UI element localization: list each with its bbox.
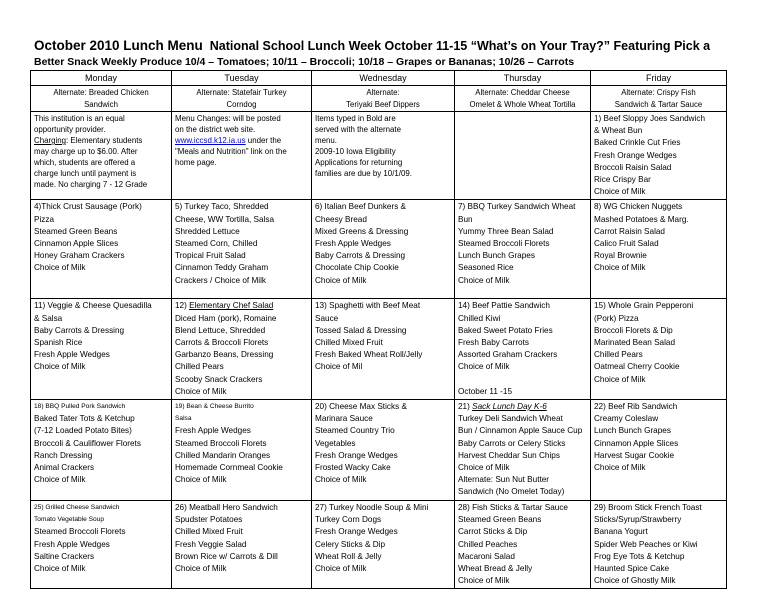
alternate-line: Alternate: Breaded Chicken — [53, 88, 149, 97]
menu-item: Marinara Sauce — [315, 414, 373, 424]
menu-item: Fresh Apple Wedges — [315, 239, 391, 249]
menu-item: Choice of Milk — [175, 475, 227, 485]
alternate-line: Corndog — [226, 99, 257, 109]
note-line: families are due by 10/1/09. — [315, 169, 412, 178]
menu-item: Steamed Broccoli Florets — [175, 438, 267, 448]
menu-item: Spudster Potatoes — [175, 515, 243, 525]
menu-item: Marinated Bean Salad — [594, 338, 676, 348]
note-line: made. No charging 7 - 12 Grade — [34, 180, 148, 189]
menu-subtitle: Better Snack Weekly Produce 10/4 – Tomatoes; 10/11 – Broccoli; 10/18 – Grapes or Bananas; 10/26 – Carrots — [34, 56, 575, 68]
menu-item: Shredded Lettuce — [175, 226, 240, 236]
note-line: menu. — [315, 136, 337, 145]
menu-item: Banana Yogurt — [594, 527, 648, 537]
day-cell-oct-7 — [455, 200, 591, 299]
week-row-1 — [31, 112, 727, 200]
menu-item: Pizza — [34, 214, 55, 224]
menu-item: Steamed Broccoli Florets — [34, 527, 126, 537]
alternate-wednesday — [312, 86, 455, 112]
menu-item: Choice of Milk — [34, 263, 86, 273]
menu-item: Carrots & Broccoli Florets — [175, 338, 269, 348]
menu-item: Choice of Milk — [458, 362, 510, 372]
menu-item: Choice of Milk — [594, 187, 646, 197]
menu-item: 19) Bean & Cheese Burrito — [175, 403, 254, 411]
menu-item: Tropical Fruit Salad — [175, 251, 246, 261]
day-cell-oct-20 — [312, 400, 455, 501]
menu-item: Baked Crinkle Cut Fries — [594, 138, 681, 148]
day-cell-oct-22 — [591, 400, 727, 501]
alternate-line: Alternate: Crispy Fish — [621, 88, 696, 97]
menu-item: Mixed Greens & Dressing — [315, 226, 409, 236]
menu-item: Spanish Rice — [34, 338, 83, 348]
menu-item: Choice of Milk — [458, 463, 510, 473]
alternate-row — [31, 86, 727, 112]
menu-item: (7-12 Loaded Potato Bites) — [34, 426, 132, 436]
day-cell-oct-25 — [31, 501, 172, 589]
week-row-5 — [31, 501, 727, 589]
day-header-wednesday: Wednesday — [312, 71, 455, 86]
title-line — [34, 38, 734, 54]
menu-item — [458, 401, 587, 413]
menu-item: Homemade Cornmeal Cookie — [175, 463, 283, 473]
day-cell-oct-19 — [172, 400, 312, 501]
menu-item: 1) Beef Sloppy Joes Sandwich — [594, 114, 706, 123]
menu-item: Cinnamon Apple Slices — [34, 239, 119, 249]
menu-item: Frog Eye Tots & Ketchup — [594, 551, 685, 561]
day-cell-oct-8 — [591, 200, 727, 299]
menu-item: 14) Beef Pattie Sandwich — [458, 301, 550, 311]
menu-item: Fresh Orange Wedges — [594, 150, 677, 160]
day-cell-oct-11 — [31, 299, 172, 400]
menu-item: Ranch Dressing — [34, 450, 93, 460]
menu-item: Frosted Wacky Cake — [315, 463, 391, 473]
menu-item: Fresh Veggie Salad — [175, 539, 247, 549]
menu-item: (Pork) Pizza — [594, 313, 639, 323]
alternate-line: Alternate: — [366, 88, 400, 97]
spacer-line — [458, 374, 587, 386]
day-cell-oct-21 — [455, 400, 591, 501]
menu-item: Choice of Milk — [34, 475, 86, 485]
menu-item: Baked Tater Tots & Ketchup — [34, 414, 135, 424]
day-header-thursday: Thursday — [455, 71, 591, 86]
menu-item: Baby Carrots or Celery Sticks — [458, 438, 566, 448]
menu-item: 25) Grilled Cheese Sandwich — [34, 504, 120, 512]
day-cell-oct-4 — [31, 200, 172, 299]
menu-item: 28) Fish Sticks & Tartar Sauce — [458, 503, 568, 513]
day-header-monday: Monday — [31, 71, 172, 86]
note-line: on the district web site. — [175, 125, 256, 134]
day-cell-oct-1 — [591, 112, 727, 200]
week-row-4 — [31, 400, 727, 501]
charging-label: Charging — [34, 136, 67, 145]
alternate-line: Sandwich & Tartar Sauce — [614, 99, 703, 109]
menu-item: Steamed Country Trio — [315, 426, 395, 436]
note-line: home page. — [175, 158, 217, 167]
menu-item: Vegetables — [315, 438, 356, 448]
menu-item: Broccoli & Cauliflower Florets — [34, 438, 141, 448]
menu-item: Choice of Milk — [315, 275, 367, 285]
menu-item: Assorted Graham Crackers — [458, 350, 558, 360]
menu-changes-note — [172, 112, 312, 200]
menu-item: Cinnamon Teddy Graham — [175, 263, 269, 273]
menu-item: Broccoli Raisin Salad — [594, 162, 672, 172]
note-line: charge lunch until payment is — [34, 169, 137, 178]
day-cell-oct-14 — [455, 299, 591, 400]
note-line: served with the alternate — [315, 125, 401, 134]
menu-item: 29) Broom Stick French Toast — [594, 503, 702, 513]
menu-item: Harvest Sugar Cookie — [594, 450, 675, 460]
menu-item: Choice of Milk — [458, 275, 510, 285]
note-line: "Meals and Nutrition" link on the — [175, 147, 287, 156]
menu-item: Fresh Baked Wheat Roll/Jelly — [315, 350, 423, 360]
menu-item: Fresh Baby Carrots — [458, 338, 529, 348]
day-header-friday: Friday — [591, 71, 727, 86]
menu-item: Choice of Milk — [594, 374, 646, 384]
menu-item: Scooby Snack Crackers — [175, 374, 263, 384]
menu-item: Yummy Three Bean Salad — [458, 226, 554, 236]
alternate-line: Omelet & Whole Wheat Tortilla — [469, 99, 576, 109]
menu-item: Oatmeal Cherry Cookie — [594, 362, 680, 372]
special-meal-title: Elementary Chef Salad — [189, 301, 274, 311]
menu-item: Sticks/Syrup/Strawberry — [594, 515, 682, 525]
day-cell-oct-5 — [172, 200, 312, 299]
menu-item: Seasoned Rice — [458, 263, 514, 273]
menu-item: Fresh Apple Wedges — [34, 539, 110, 549]
menu-item: Fresh Orange Wedges — [315, 450, 398, 460]
menu-item: Animal Crackers — [34, 463, 95, 473]
day-cell-oct-28 — [455, 501, 591, 589]
menu-item: Macaroni Salad — [458, 551, 515, 561]
menu-item: Choice of Milk — [175, 386, 227, 396]
menu-item: Alternate: Sun Nut Butter — [458, 475, 550, 485]
day-cell-oct-13 — [312, 299, 455, 400]
menu-item: Chilled Pears — [175, 362, 224, 372]
week-row-3 — [31, 299, 727, 400]
district-website-link[interactable]: www.iccsd.k12.ia.us — [175, 136, 246, 145]
alternate-line: Sandwich — [84, 99, 118, 109]
menu-item: Celery Sticks & Dip — [315, 539, 386, 549]
menu-item: Carrot Raisin Salad — [594, 226, 665, 236]
menu-item: Chilled Kiwi — [458, 313, 501, 323]
menu-item: 22) Beef Rib Sandwich — [594, 402, 678, 412]
empty-day-cell — [455, 112, 591, 200]
menu-item: Tossed Salad & Dressing — [315, 325, 407, 335]
menu-item: Sandwich (No Omelet Today) — [458, 487, 565, 497]
day-cell-oct-18 — [31, 400, 172, 501]
menu-item: Mashed Potatoes & Marg. — [594, 214, 689, 224]
menu-item: Saltine Crackers — [34, 551, 95, 561]
menu-item: Lunch Bunch Grapes — [594, 426, 671, 436]
day-cell-oct-15 — [591, 299, 727, 400]
menu-item: Choice of Milk — [315, 564, 367, 574]
menu-item: Crackers / Choice of Milk — [175, 275, 266, 285]
lunch-menu-table — [30, 70, 727, 589]
menu-item: Choice of Milk — [315, 475, 367, 485]
menu-item: Blend Lettuce, Shredded — [175, 325, 266, 335]
menu-item: 6) Italian Beef Dunkers & — [315, 202, 407, 212]
menu-item: Baked Sweet Potato Fries — [458, 325, 553, 335]
day-cell-oct-27 — [312, 501, 455, 589]
menu-item: Choice of Mil — [315, 362, 363, 372]
menu-item: Calico Fruit Salad — [594, 239, 659, 249]
day-number: 21) — [458, 402, 473, 412]
menu-item: Choice of Milk — [458, 576, 510, 586]
menu-item: Chilled Pears — [594, 350, 643, 360]
menu-item: Fresh Apple Wedges — [175, 426, 251, 436]
menu-item: 20) Cheese Max Sticks & — [315, 402, 407, 412]
menu-item: Choice of Milk — [594, 263, 646, 273]
alternate-line: Alternate: Cheddar Cheese — [475, 88, 570, 97]
menu-item: 27) Turkey Noodle Soup & Mini — [315, 503, 429, 513]
menu-item: Choice of Milk — [34, 362, 86, 372]
note-line: opportunity provider. — [34, 125, 106, 134]
menu-item: Chilled Mixed Fruit — [315, 338, 383, 348]
bold-items-note — [312, 112, 455, 200]
menu-item: Rice Crispy Bar — [594, 175, 651, 185]
alternate-friday — [591, 86, 727, 112]
menu-item: Baby Carrots & Dressing — [315, 251, 406, 261]
menu-item: Sauce — [315, 313, 339, 323]
week-row-2 — [31, 200, 727, 299]
menu-item: Steamed Broccoli Florets — [458, 239, 550, 249]
day-header-row — [31, 71, 727, 86]
menu-item: 4)Thick Crust Sausage (Pork) — [34, 202, 142, 212]
day-cell-oct-12 — [172, 299, 312, 400]
menu-item: 13) Spaghetti with Beef Meat — [315, 301, 421, 311]
alternate-monday — [31, 86, 172, 112]
menu-item: Garbanzo Beans, Dressing — [175, 350, 274, 360]
menu-item: Honey Graham Crackers — [34, 251, 125, 261]
menu-item: Royal Brownie — [594, 251, 647, 261]
menu-item: Harvest Cheddar Sun Chips — [458, 450, 560, 460]
sack-lunch-title: Sack Lunch Day K-6 — [472, 402, 547, 412]
menu-item: Fresh Orange Wedges — [315, 527, 398, 537]
menu-item: Wheat Roll & Jelly — [315, 551, 382, 561]
menu-item: 26) Meatball Hero Sandwich — [175, 503, 278, 513]
menu-item: Chilled Peaches — [458, 539, 518, 549]
alternate-line: Alternate: Statefair Turkey — [196, 88, 287, 97]
charging-text: : Elementary students — [66, 136, 143, 145]
menu-item: 8) WG Chicken Nuggets — [594, 202, 683, 212]
day-cell-oct-26 — [172, 501, 312, 589]
day-header-tuesday: Tuesday — [172, 71, 312, 86]
menu-item: Baby Carrots & Dressing — [34, 325, 125, 335]
note-line: Menu Changes: will be posted — [175, 114, 281, 123]
note-line: Applications for returning — [315, 158, 403, 167]
menu-item: Broccoli Florets & Dip — [594, 325, 673, 335]
menu-item: Salsa — [175, 415, 192, 423]
menu-item: 7) BBQ Turkey Sandwich Wheat — [458, 202, 576, 212]
menu-item: Chilled Mixed Fruit — [175, 527, 243, 537]
week-date-range: October 11 -15 — [458, 386, 513, 396]
menu-header — [34, 38, 734, 70]
note-line — [175, 135, 308, 146]
menu-item: Haunted Spice Cake — [594, 564, 670, 574]
note-line: which, students are offered a — [34, 158, 136, 167]
menu-item: Choice of Ghostly Milk — [594, 576, 676, 586]
note-line: 2009-10 Iowa Eligibility — [315, 147, 396, 156]
alternate-line: Teriyaki Beef Dippers — [346, 99, 420, 109]
menu-item: 11) Veggie & Cheese Quesadilla — [34, 301, 152, 311]
menu-item: & Wheat Bun — [594, 126, 643, 136]
menu-item: Turkey Deli Sandwich Wheat — [458, 414, 563, 424]
menu-item: Brown Rice w/ Carrots & Dill — [175, 551, 278, 561]
day-cell-oct-6 — [312, 200, 455, 299]
menu-item: 15) Whole Grain Pepperoni — [594, 301, 694, 311]
day-cell-oct-29 — [591, 501, 727, 589]
note-line: may charge up to $6.00. After — [34, 147, 138, 156]
day-number: 12) — [175, 301, 190, 311]
menu-item: Chocolate Chip Cookie — [315, 263, 399, 273]
menu-item: Bun / Cinnamon Apple Sauce Cup — [458, 426, 583, 436]
note-line — [34, 135, 168, 146]
menu-title: October 2010 Lunch Menu — [34, 38, 203, 53]
menu-item: Fresh Apple Wedges — [34, 350, 110, 360]
menu-item: Choice of Milk — [594, 463, 646, 473]
menu-item: Lunch Bunch Grapes — [458, 251, 535, 261]
menu-item: Cheese, WW Tortilla, Salsa — [175, 214, 275, 224]
menu-item: Cinnamon Apple Slices — [594, 438, 679, 448]
note-text: under the — [245, 136, 282, 145]
menu-item: & Salsa — [34, 313, 63, 323]
menu-item: Steamed Green Beans — [34, 226, 118, 236]
menu-item: Wheat Bread & Jelly — [458, 564, 533, 574]
menu-item: Cheesy Bread — [315, 214, 367, 224]
menu-item — [175, 300, 308, 312]
menu-item: Diced Ham (pork), Romaine — [175, 313, 277, 323]
menu-item: Bun — [458, 214, 473, 224]
menu-item: Steamed Corn, Chilled — [175, 239, 258, 249]
menu-item: Carrot Sticks & Dip — [458, 527, 528, 537]
menu-item: 18) BBQ Pulled Pork Sandwich — [34, 403, 126, 411]
menu-title-rest: National School Lunch Week October 11-15 “What’s on Your Tray?” Featuring Pick a — [209, 39, 711, 53]
menu-item: 5) Turkey Taco, Shredded — [175, 202, 269, 212]
menu-item: Tomato Vegetable Soup — [34, 516, 105, 524]
menu-item: Steamed Green Beans — [458, 515, 542, 525]
menu-item: Choice of Milk — [34, 564, 86, 574]
alternate-tuesday — [172, 86, 312, 112]
menu-item: Spider Web Peaches or Kiwi — [594, 539, 698, 549]
equal-opportunity-note — [31, 112, 172, 200]
note-line: This institution is an equal — [34, 114, 125, 123]
menu-item: Chilled Mandarin Oranges — [175, 450, 271, 460]
alternate-thursday — [455, 86, 591, 112]
menu-item: Choice of Milk — [175, 564, 227, 574]
menu-item: Creamy Coleslaw — [594, 414, 659, 424]
menu-item: Turkey Corn Dogs — [315, 515, 382, 525]
note-line: Items typed in Bold are — [315, 114, 396, 123]
